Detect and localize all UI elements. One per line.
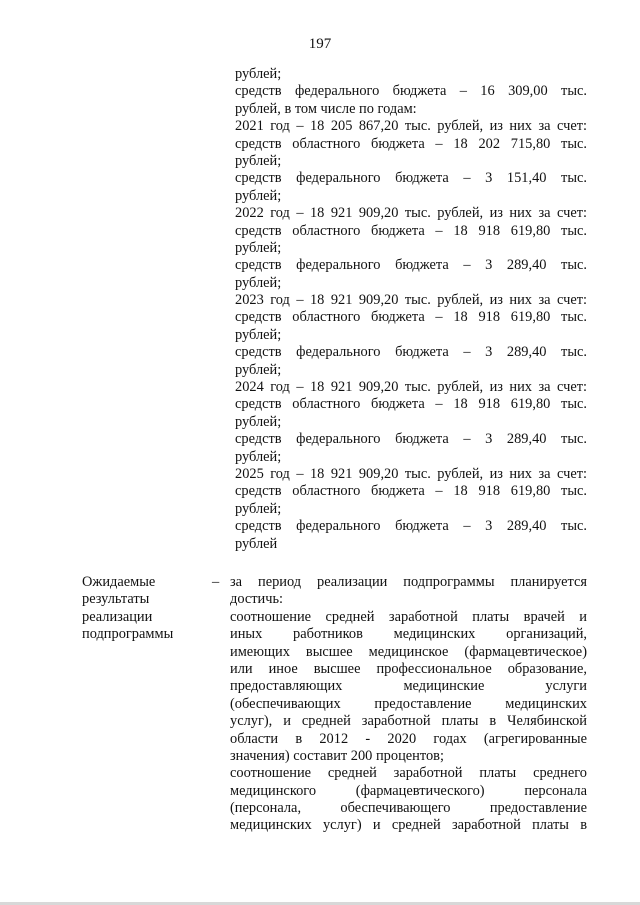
funding-line: средств федерального бюджета – 3 289,40 тыс. bbox=[235, 431, 587, 448]
funding-line: средств федерального бюджета – 3 289,40 тыс. bbox=[235, 518, 587, 535]
funding-line: рублей, в том числе по годам: bbox=[235, 100, 417, 117]
results-line: соотношение средней заработной платы врачей и bbox=[230, 608, 587, 625]
funding-line: средств областного бюджета – 18 918 619,80 тыс. bbox=[235, 396, 587, 413]
results-line: (персонала, обеспечивающего предоставление bbox=[230, 800, 587, 817]
funding-line: средств федерального бюджета – 16 309,00 тыс. bbox=[235, 83, 587, 100]
funding-line: рублей; bbox=[235, 326, 282, 343]
funding-line: рублей; bbox=[235, 413, 282, 430]
results-line: медицинских услуг) и средней заработной платы в bbox=[230, 817, 587, 834]
funding-line: 2023 год – 18 921 909,20 тыс. рублей, из них за счет: bbox=[235, 292, 587, 309]
results-line: иных работников медицинских организаций, bbox=[230, 626, 587, 643]
funding-line: рублей; bbox=[235, 152, 282, 169]
results-line: значения) составит 200 процентов; bbox=[230, 747, 444, 764]
results-label-line: результаты bbox=[82, 591, 150, 608]
results-text-block bbox=[230, 574, 587, 835]
funding-line: средств федерального бюджета – 3 289,40 тыс. bbox=[235, 344, 587, 361]
results-line: соотношение средней заработной платы среднего bbox=[230, 765, 587, 782]
funding-line: средств областного бюджета – 18 918 619,80 тыс. bbox=[235, 483, 587, 500]
funding-line: 2021 год – 18 205 867,20 тыс. рублей, из них за счет: bbox=[235, 118, 587, 135]
results-dash: – bbox=[212, 574, 220, 590]
results-label-line: Ожидаемые bbox=[82, 574, 156, 590]
funding-line: рублей; bbox=[235, 274, 282, 291]
results-line: или иное высшее профессиональное образование, bbox=[230, 660, 587, 677]
funding-line: средств областного бюджета – 18 918 619,80 тыс. bbox=[235, 309, 587, 326]
funding-line: рублей; bbox=[235, 361, 282, 378]
funding-line: средств областного бюджета – 18 202 715,80 тыс. bbox=[235, 135, 587, 152]
funding-line: рублей; bbox=[235, 239, 282, 256]
funding-line: 2024 год – 18 921 909,20 тыс. рублей, из них за счет: bbox=[235, 379, 587, 396]
funding-line: рублей bbox=[235, 535, 278, 552]
results-line: имеющих высшее медицинское (фармацевтическое) bbox=[230, 643, 587, 660]
results-line: достичь: bbox=[230, 591, 284, 608]
results-line: медицинского (фармацевтического) персонала bbox=[230, 782, 587, 799]
funding-line: средств областного бюджета – 18 918 619,80 тыс. bbox=[235, 222, 587, 239]
results-label-line: реализации bbox=[82, 608, 153, 625]
results-label bbox=[82, 574, 212, 644]
page-number: 197 bbox=[308, 36, 332, 52]
funding-line: рублей; bbox=[235, 66, 282, 82]
results-label-line: подпрограммы bbox=[82, 626, 174, 643]
funding-line: рублей; bbox=[235, 448, 282, 465]
results-line: за период реализации подпрограммы планируется bbox=[230, 574, 587, 590]
funding-text-block bbox=[235, 66, 587, 553]
funding-line: рублей; bbox=[235, 500, 282, 517]
funding-line: рублей; bbox=[235, 187, 282, 204]
funding-line: 2022 год – 18 921 909,20 тыс. рублей, из них за счет: bbox=[235, 205, 587, 222]
results-line: предоставляющих медицинские услуги bbox=[230, 678, 587, 695]
results-line: услуг), и средней заработной платы в Челябинской bbox=[230, 713, 587, 730]
funding-line: средств федерального бюджета – 3 289,40 тыс. bbox=[235, 257, 587, 274]
funding-line: 2025 год – 18 921 909,20 тыс. рублей, из них за счет: bbox=[235, 465, 587, 482]
funding-line: средств федерального бюджета – 3 151,40 тыс. bbox=[235, 170, 587, 187]
results-line: области в 2012 - 2020 годах (агрегированные bbox=[230, 730, 587, 747]
results-line: (обеспечивающих предоставление медицинских bbox=[230, 695, 587, 712]
